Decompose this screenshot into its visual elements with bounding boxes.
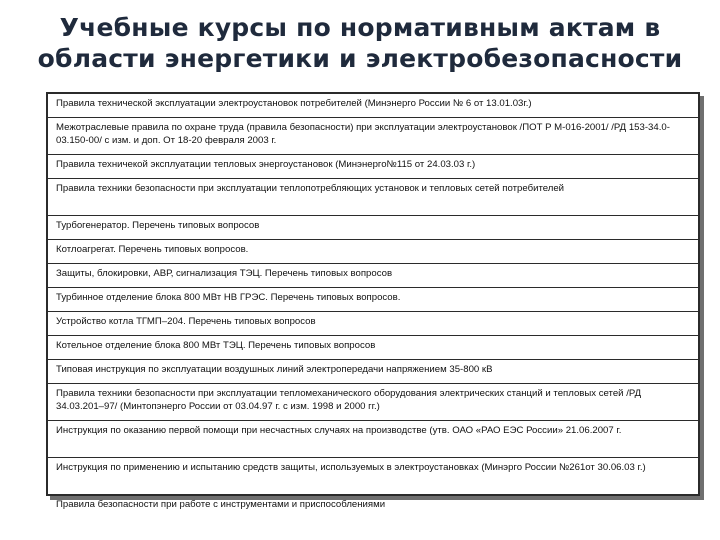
course-row: Защиты, блокировки, АВР, сигнализация ТЭЦ. Перечень типовых вопросов — [48, 264, 698, 288]
course-row: Турбинное отделение блока 800 МВт НВ ГРЭС. Перечень типовых вопросов. — [48, 288, 698, 312]
title-line-2: области энергетики и электробезопасности — [37, 44, 683, 73]
course-row: Межотраслевые правила по охране труда (правила безопасности) при эксплуатации электроустановок /ПОТ Р М-016-2001/ /РД 153-34.0-03.150-00/ с изм. и доп. От 18-20 февраля 2003 г. — [48, 118, 698, 155]
course-row: Правила техники безопасности при эксплуатации тепломеханического оборудования электрических станций и тепловых сетей /РД 34.03.201–97/ (Минтопэнерго России от 03.04.97 г. с изм. 1998 и 2000 гг.) — [48, 384, 698, 421]
course-row: Правила техничекой эксплуатации тепловых энергоустановок (Минэнерго№115 от 24.03.03 г.) — [48, 155, 698, 179]
course-row: Инструкция по оказанию первой помощи при несчастных случаях на производстве (утв. ОАО «РАО ЕЭС России» 21.06.2007 г. — [48, 421, 698, 458]
course-row: Правила безопасности при работе с инструментами и приспособлениями — [56, 499, 386, 510]
course-row: Турбогенератор. Перечень типовых вопросов — [48, 216, 698, 240]
courses-table — [46, 92, 700, 510]
course-row: Типовая инструкция по эксплуатации воздушных линий электропередачи напряжением 35-800 кВ — [48, 360, 698, 384]
course-row: Устройство котла ТГМП–204. Перечень типовых вопросов — [48, 312, 698, 336]
course-row: Инструкция по применению и испытанию средств защиты, используемых в электроустановках (Минэрго России №261от 30.06.03 г.) — [48, 458, 698, 495]
page-title — [0, 12, 720, 74]
course-row: Котельное отделение блока 800 МВт ТЭЦ. Перечень типовых вопросов — [48, 336, 698, 360]
course-row: Котлоагрегат. Перечень типовых вопросов. — [48, 240, 698, 264]
title-line-1: Учебные курсы по нормативным актам в — [59, 13, 661, 42]
course-row: Правила техники безопасности при эксплуатации теплопотребляющих установок и тепловых сетей потребителей — [48, 179, 698, 216]
course-row: Правила технической эксплуатации электроустановок потребителей (Минэнерго России № 6 от 13.01.03г.) — [48, 94, 698, 118]
courses-table-frame — [46, 92, 700, 510]
